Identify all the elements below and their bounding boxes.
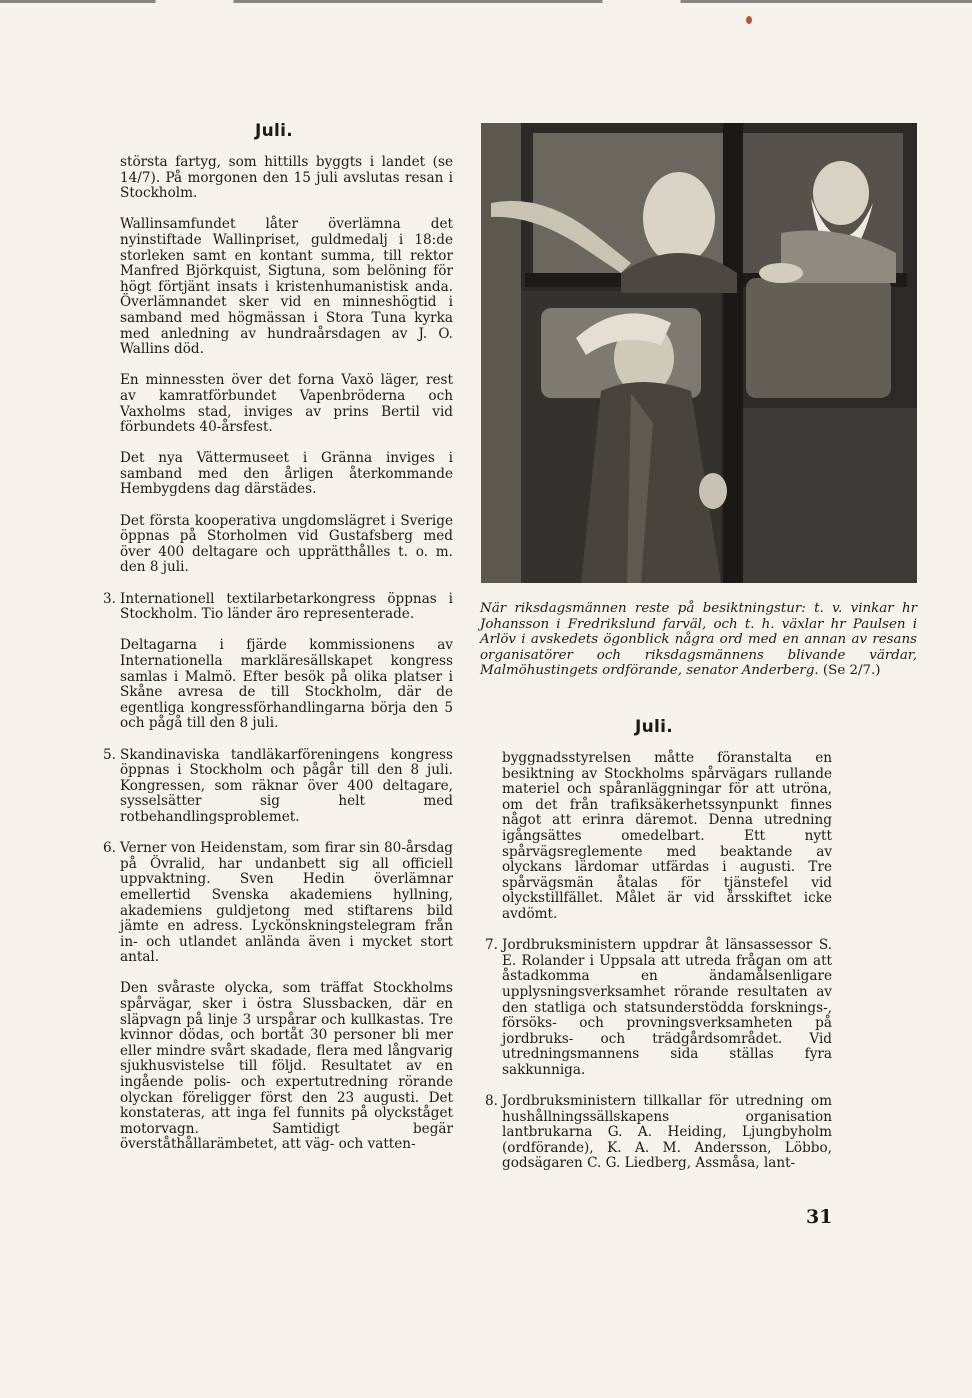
ink-speck (746, 16, 752, 24)
train-photograph (481, 123, 917, 583)
caption-reference: (Se 2/7.) (822, 663, 881, 679)
item-text: Jordbruksministern uppdrar åt länsassessor S. E. Rolander i Uppsala att utreda frågan om att åstadkomma en ändamålsenligare upplysningsverksamhet rörande resultaten av den statliga och statsunderstödda forsknings-, försöks- och provningsverksamheten på jordbruks- och trädgårdsområdet. Vid utredningsmannens sida ställas fyra sakkunniga. (502, 937, 832, 1078)
item-number: 6. (103, 840, 116, 857)
dated-item (103, 590, 453, 623)
right-heading: Juli. (634, 717, 674, 737)
item-number: 5. (103, 746, 116, 763)
paragraph: Deltagarna i fjärde kommissionens av Internationella markläresällskapet kongress samlas i Malmö. Efter besök på olika platser i Skåne avresa de till Stockholm, där de egentliga kongressförhandlingarna börja den 5 och pågå till den 8 juli. (120, 637, 453, 732)
item-text: Internationell textilarbetarkongress öppnas i Stockholm. Tio länder äro representerade. (120, 590, 453, 623)
item-number: 7. (485, 937, 498, 954)
paragraph: Wallinsamfundet låter överlämna det nyinstiftade Wallinpriset, guldmedalj i 18:de storleken samt en kontant summa, till rektor Manfred Björkquist, Sigtuna, som belöning för högt förtjänt insats i kristenhumanistisk anda. Överlämnandet sker vid en minneshögtid i samband med högmässan i Stora Tuna kyrka med anledning av hundraårsdagen av J. O. Wallins död. (120, 216, 453, 358)
dated-item (485, 1093, 832, 1172)
dated-item (103, 840, 453, 966)
item-number: 3. (103, 590, 116, 607)
caption-text: När riksdagsmännen reste på besiktningstur: t. v. vinkar hr Johansson i Fredrikslund farväl, och t. h. växlar hr Paulsen i Arlöv i avskedets ögonblick några ord med en annan av resans organisatörer och riksdagsmännens blivande värdar, Malmöhustingets ordförande, senator Anderberg. (480, 601, 917, 679)
item-number: 8. (485, 1093, 498, 1110)
item-text: Jordbruksministern tillkallar för utredning om hushållningssällskapens organisation lantbrukarna G. A. Heiding, Ljungbyholm (ordförande), K. A. M. Andersson, Löbbo, godsägaren C. G. Liedberg, Assmåsa, lant- (502, 1093, 832, 1172)
page-number: 31 (806, 1206, 833, 1228)
dated-item (103, 746, 453, 826)
photo-caption (480, 601, 917, 679)
paragraph: Det nya Vättermuseet i Gränna inviges i samband med den årligen återkommande Hembygdens dag därstädes. (120, 450, 453, 498)
right-column (485, 750, 832, 1172)
photo-illustration (481, 123, 917, 583)
paragraph: största fartyg, som hittills byggts i landet (se 14/7). På morgonen den 15 juli avslutas resan i Stockholm. (120, 154, 453, 202)
paragraph: En minnessten över det forna Vaxö läger, rest av kamratförbundet Vapenbröderna och Vaxholms stad, inviges av prins Bertil vid förbundets 40-årsfest. (120, 372, 453, 436)
item-text: Verner von Heidenstam, som firar sin 80-årsdag på Övralid, har undanbett sig all officiell uppvaktning. Sven Hedin överlämnar emellertid Svenska akademiens hyllning, akademiens guldjetong med stiftarens bild jämte en adress. Lyckönskningstelegram från in- och utlandet anlända även i mycket stort antal. (120, 840, 453, 966)
item-text: Skandinaviska tandläkarföreningens kongress öppnas i Stockholm och pågår till den 8 juli. Kongressen, som räknar över 400 deltagare, sysselsätter sig helt med rotbehandlingsproblemet. (120, 746, 453, 825)
dated-item (485, 937, 832, 1078)
paragraph: byggnadsstyrelsen måtte föranstalta en besiktning av Stockholms spårvägars rullande materiel och spåranläggningar för att utröna, om det från trafiksäkerhetssynpunkt finnes något att erinra däremot. Denna utredning igångsättes omedelbart. Ett nytt spårvägsreglemente med beaktande av olyckans lärdomar utfärdas i augusti. Tre spårvägsmän åtalas för tjänstefel vid olyckstillfället. Målet är vid årsskiftet icke avdömt. (502, 750, 832, 922)
paragraph: Den svåraste olycka, som träffat Stockholms spårvägar, sker i östra Slussbacken, där en släpvagn på linje 3 urspårar och kullkastas. Tre kvinnor dödas, och bortåt 30 personer bli mer eller mindre svårt skadade, flera med långvarig sjukhusvistelse till följd. Resultatet av en ingående polis- och expertutredning rörande olyckan föreligger först den 23 augusti. Det konstateras, att inga fel funnits på olyckståget motorvagn. Samtidigt begär överståthållarämbetet, att väg- och vatten- (120, 980, 453, 1153)
left-column (103, 154, 453, 1153)
paragraph: Det första kooperativa ungdomslägret i Sverige öppnas på Storholmen vid Gustafsberg med över 400 deltagare och upprätthålles t. o. m. den 8 juli. (120, 512, 453, 576)
left-heading: Juli. (254, 121, 294, 141)
